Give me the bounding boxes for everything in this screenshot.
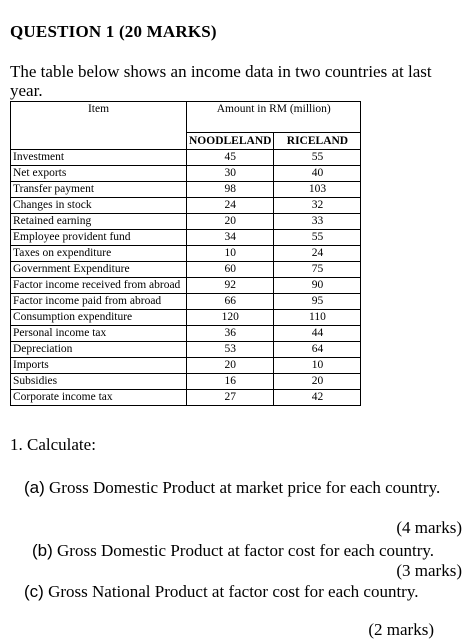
- row-value-country1: 66: [187, 294, 274, 310]
- row-value-country2: 64: [274, 342, 361, 358]
- row-item: Employee provident fund: [11, 230, 187, 246]
- item-header: Item: [11, 102, 187, 150]
- row-value-country1: 53: [187, 342, 274, 358]
- question-a-marks: (4 marks): [396, 518, 462, 537]
- table-row: [11, 326, 361, 342]
- row-value-country1: 45: [187, 150, 274, 166]
- table-row: [11, 198, 361, 214]
- row-value-country2: 55: [274, 150, 361, 166]
- row-item: Depreciation: [11, 342, 187, 358]
- row-item: Investment: [11, 150, 187, 166]
- row-item: Factor income received from abroad: [11, 278, 187, 294]
- row-item: Subsidies: [11, 374, 187, 390]
- row-item: Government Expenditure: [11, 262, 187, 278]
- question-title: QUESTION 1 (20 MARKS): [10, 22, 217, 41]
- row-value-country2: 55: [274, 230, 361, 246]
- row-item: Net exports: [11, 166, 187, 182]
- amount-header: Amount in RM (million): [187, 102, 361, 133]
- row-value-country1: 98: [187, 182, 274, 198]
- table-row: [11, 342, 361, 358]
- intro-paragraph: The table below shows an income data in two countries at last year.: [10, 62, 432, 100]
- row-item: Personal income tax: [11, 326, 187, 342]
- table-row: [11, 214, 361, 230]
- table-row: [11, 166, 361, 182]
- row-item: Consumption expenditure: [11, 310, 187, 326]
- row-value-country2: 42: [274, 390, 361, 406]
- row-value-country2: 20: [274, 374, 361, 390]
- table-row: [11, 374, 361, 390]
- table-row: [11, 150, 361, 166]
- table-row: [11, 230, 361, 246]
- table-row: [11, 182, 361, 198]
- row-value-country1: 20: [187, 214, 274, 230]
- question-a: [24, 478, 462, 498]
- row-item: Imports: [11, 358, 187, 374]
- row-value-country1: 36: [187, 326, 274, 342]
- row-value-country1: 60: [187, 262, 274, 278]
- row-value-country2: 103: [274, 182, 361, 198]
- question-c-marks: (2 marks): [368, 620, 434, 639]
- country2-header: RICELAND: [274, 133, 361, 150]
- question-b-marks: (3 marks): [396, 561, 462, 580]
- calculate-heading: 1. Calculate:: [10, 435, 96, 454]
- question-c-label: (c): [24, 582, 44, 601]
- question-b: [32, 541, 462, 561]
- row-value-country1: 92: [187, 278, 274, 294]
- question-b-label: (b): [32, 541, 53, 560]
- table-row: [11, 390, 361, 406]
- row-item: Factor income paid from abroad: [11, 294, 187, 310]
- row-value-country1: 10: [187, 246, 274, 262]
- row-value-country1: 27: [187, 390, 274, 406]
- income-table: [10, 101, 361, 406]
- row-item: Taxes on expenditure: [11, 246, 187, 262]
- question-a-label: (a): [24, 478, 45, 497]
- row-value-country2: 90: [274, 278, 361, 294]
- table-row: [11, 246, 361, 262]
- row-value-country2: 10: [274, 358, 361, 374]
- row-item: Changes in stock: [11, 198, 187, 214]
- row-value-country1: 24: [187, 198, 274, 214]
- table-row: [11, 310, 361, 326]
- question-c: [24, 582, 462, 602]
- table-row: [11, 358, 361, 374]
- row-value-country2: 24: [274, 246, 361, 262]
- row-value-country1: 34: [187, 230, 274, 246]
- row-item: Transfer payment: [11, 182, 187, 198]
- table-row: [11, 278, 361, 294]
- country1-header: NOODLELAND: [187, 133, 274, 150]
- question-b-text: Gross Domestic Product at factor cost for each country.: [52, 541, 435, 560]
- row-value-country2: 33: [274, 214, 361, 230]
- row-value-country2: 110: [274, 310, 361, 326]
- row-value-country1: 16: [187, 374, 274, 390]
- row-value-country1: 30: [187, 166, 274, 182]
- row-item: Corporate income tax: [11, 390, 187, 406]
- row-value-country1: 20: [187, 358, 274, 374]
- question-c-text: Gross National Product at factor cost for each country.: [43, 582, 419, 601]
- table-row: [11, 262, 361, 278]
- row-value-country2: 75: [274, 262, 361, 278]
- row-value-country2: 32: [274, 198, 361, 214]
- row-value-country2: 40: [274, 166, 361, 182]
- row-value-country1: 120: [187, 310, 274, 326]
- question-a-text: Gross Domestic Product at market price for each country.: [44, 478, 441, 497]
- row-value-country2: 95: [274, 294, 361, 310]
- row-item: Retained earning: [11, 214, 187, 230]
- row-value-country2: 44: [274, 326, 361, 342]
- table-row: [11, 294, 361, 310]
